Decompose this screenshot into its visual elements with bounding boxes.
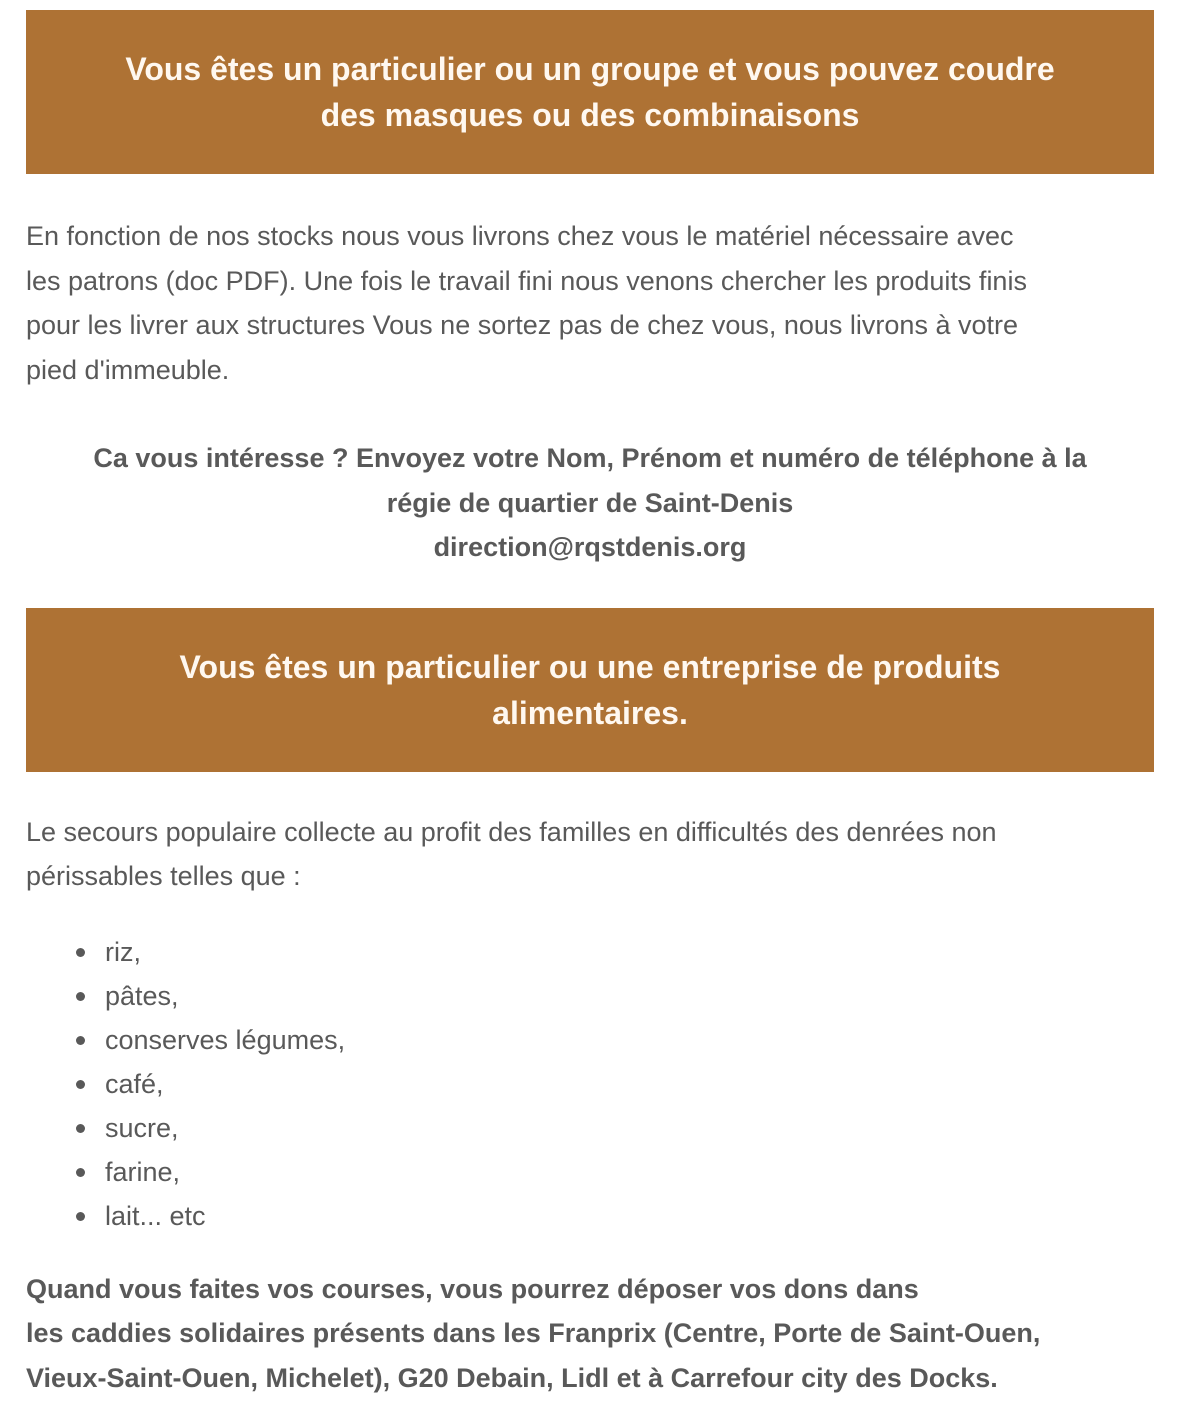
list-item: riz,	[76, 930, 1154, 974]
list-item: café,	[76, 1062, 1154, 1106]
contact-email[interactable]: direction@rqstdenis.org	[433, 532, 747, 562]
text-line: périssables telles que :	[26, 861, 301, 891]
closing-line: Quand vous faites vos courses, vous pourrez déposer vos dons dans	[26, 1273, 919, 1304]
list-item: sucre,	[76, 1106, 1154, 1150]
heading-line: alimentaires.	[492, 694, 688, 731]
text-line: Le secours populaire collecte au profit des familles en difficultés des denrées non	[26, 816, 997, 847]
section-heading-banner-food	[26, 608, 1154, 772]
food-description	[26, 810, 1154, 899]
text-line: pied d'immeuble.	[26, 354, 230, 385]
list-item: farine,	[76, 1150, 1154, 1194]
heading-line: Vous êtes un particulier ou une entreprise de produits	[179, 648, 1001, 685]
cta-line: régie de quartier de Saint-Denis	[386, 487, 794, 518]
text-line: les patrons (doc PDF). Une fois le travail fini nous venons chercher les produits finis	[26, 265, 1027, 296]
bullet-icon	[76, 1168, 85, 1177]
donation-drop-off-info	[26, 1267, 1154, 1401]
text-line: En fonction de nos stocks nous vous livrons chez vous le matériel nécessaire avec	[26, 221, 1014, 251]
bullet-icon	[76, 1124, 85, 1133]
section-heading-banner-sewing	[26, 10, 1154, 174]
list-item: lait... etc	[76, 1194, 1154, 1238]
cta-line: Ca vous intéresse ? Envoyez votre Nom, Prénom et numéro de téléphone à la	[93, 443, 1087, 473]
bullet-icon	[76, 948, 85, 957]
bullet-icon	[76, 1080, 85, 1089]
closing-line: les caddies solidaires présents dans les Franprix (Centre, Porte de Saint-Ouen,	[26, 1318, 1041, 1348]
text-line: pour les livrer aux structures Vous ne sortez pas de chez vous, nous livrons à votre	[26, 310, 1018, 340]
sewing-description	[26, 214, 1154, 392]
heading-line: Vous êtes un particulier ou un groupe et vous pouvez coudre	[125, 51, 1055, 87]
contact-call-to-action	[26, 436, 1154, 570]
list-item: pâtes,	[76, 974, 1154, 1018]
bullet-icon	[76, 1036, 85, 1045]
list-item: conserves légumes,	[76, 1018, 1154, 1062]
bullet-icon	[76, 992, 85, 1001]
food-items-list	[26, 930, 1154, 1238]
closing-line: Vieux-Saint-Ouen, Michelet), G20 Debain, Lidl et à Carrefour city des Docks.	[26, 1362, 998, 1393]
bullet-icon	[76, 1212, 85, 1221]
heading-line: des masques ou des combinaisons	[320, 97, 860, 133]
newsletter-content	[26, 10, 1154, 1400]
